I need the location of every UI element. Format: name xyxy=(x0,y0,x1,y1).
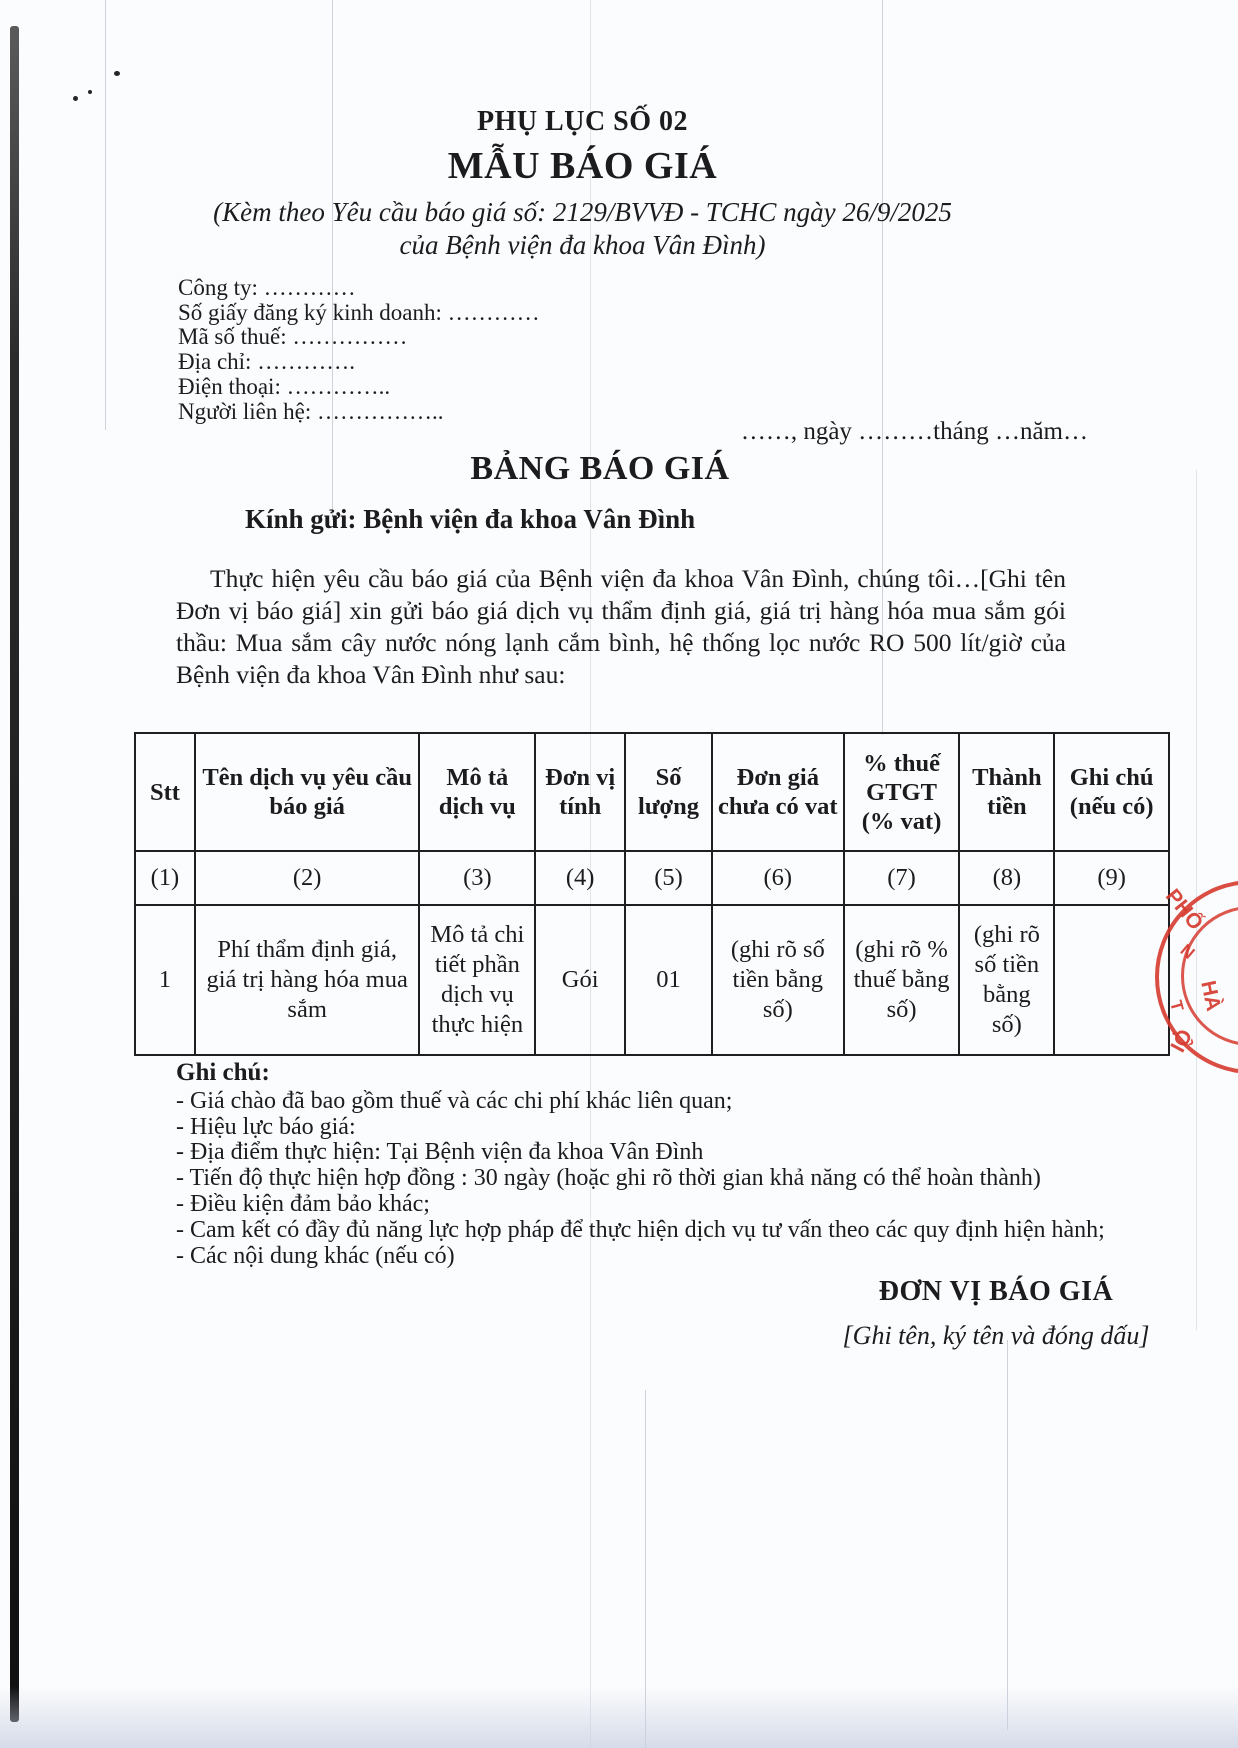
official-stamp xyxy=(1155,880,1238,1074)
form-title: MẪU BÁO GIÁ xyxy=(447,145,718,187)
col-header-note: Ghi chú (nếu có) xyxy=(1054,733,1169,851)
salutation: Kính gửi: Bệnh viện đa khoa Vân Đình xyxy=(245,504,696,534)
stamp-text-fragment: PHỐ xyxy=(1160,884,1208,935)
col-header-unit: Đơn vị tính xyxy=(535,733,625,851)
table-header-row xyxy=(135,733,1169,851)
stamp-text-fragment: T xyxy=(1166,998,1188,1014)
field-tax-code: Mã số thuế: …………… xyxy=(178,324,408,350)
scan-shadow-band xyxy=(0,1686,1238,1748)
colnum-7: (7) xyxy=(844,851,960,905)
cell-service-name: Phí thẩm định giá, giá trị hàng hóa mua sắm xyxy=(195,905,420,1055)
table-row xyxy=(135,905,1169,1055)
ink-speck xyxy=(114,71,120,76)
signature-title: ĐƠN VỊ BÁO GIÁ xyxy=(878,1276,1114,1307)
note-item-price-includes-tax: - Giá chào đã bao gồm thuế và các chi phí khác liên quan; xyxy=(176,1087,733,1114)
quote-table-title: BẢNG BÁO GIÁ xyxy=(470,450,730,487)
cell-service-description: Mô tả chi tiết phần dịch vụ thực hiện xyxy=(419,905,535,1055)
note-item-schedule: - Tiến độ thực hiện hợp đồng : 30 ngày (hoặc ghi rõ thời gian khả năng có thể hoàn thành) xyxy=(176,1165,1041,1192)
stamp-text-fragment: N xyxy=(1176,940,1199,963)
cell-unit: Gói xyxy=(535,905,625,1055)
note-item-quote-validity: - Hiệu lực báo giá: xyxy=(176,1113,356,1140)
col-header-stt: Stt xyxy=(135,733,195,851)
cell-vat: (ghi rõ % thuế bằng số) xyxy=(844,905,960,1055)
date-line: ……, ngày ………tháng …năm… xyxy=(740,418,1088,445)
col-header-service-description: Mô tả dịch vụ xyxy=(419,733,535,851)
colnum-1: (1) xyxy=(135,851,195,905)
form-subtitle-line2: của Bệnh viện đa khoa Vân Đình) xyxy=(399,230,766,260)
quote-table xyxy=(134,732,1170,1056)
colnum-3: (3) xyxy=(419,851,535,905)
field-address: Địa chỉ: …………. xyxy=(178,349,355,375)
col-header-total: Thành tiền xyxy=(959,733,1054,851)
col-header-quantity: Số lượng xyxy=(625,733,712,851)
col-header-vat: % thuế GTGT (% vat) xyxy=(844,733,960,851)
field-company-name: Công ty: ………… xyxy=(178,275,356,300)
signature-block xyxy=(790,1276,1202,1351)
intro-paragraph: Thực hiện yêu cầu báo giá của Bệnh viện đa khoa Vân Đình, chúng tôi…[Ghi tên Đơn vị báo giá] xin gửi báo giá dịch vụ thẩm định giá, giá trị hàng hóa mua sắm gói thầu: Mua sắm cây nước nóng lạnh cắm bình, hệ thống lọc nước RO 500 lít/giờ của Bệnh viện đa khoa Vân Đình như sau: xyxy=(176,563,1066,689)
appendix-title: PHỤ LỤC SỐ 02 xyxy=(476,106,689,137)
notes-section xyxy=(176,1060,1105,1269)
cell-total: (ghi rõ số tiền bằng số) xyxy=(959,905,1054,1055)
ink-speck xyxy=(88,90,92,94)
colnum-4: (4) xyxy=(535,851,625,905)
colnum-5: (5) xyxy=(625,851,712,905)
company-info-block xyxy=(178,276,540,424)
form-subtitle-line1: (Kèm theo Yêu cầu báo giá số: 2129/BVVĐ - TCHC ngày 26/9/2025 xyxy=(213,197,952,227)
scan-fold-line xyxy=(1007,1340,1008,1730)
cell-note xyxy=(1054,905,1169,1055)
note-item-location: - Địa điểm thực hiện: Tại Bệnh viện đa khoa Vân Đình xyxy=(176,1139,704,1166)
field-phone: Điện thoại: ………….. xyxy=(178,373,391,399)
signature-instruction: [Ghi tên, ký tên và đóng dấu] xyxy=(842,1321,1150,1350)
form-subtitle xyxy=(0,196,1165,262)
colnum-2: (2) xyxy=(195,851,420,905)
stamp-text-fragment: ỘI xyxy=(1165,1025,1196,1056)
stamp-text-fragment: HÀ xyxy=(1196,978,1226,1014)
colnum-9: (9) xyxy=(1054,851,1169,905)
scan-binding-edge xyxy=(10,26,19,1722)
ink-speck xyxy=(73,96,78,101)
note-item-other-conditions: - Điều kiện đảm bảo khác; xyxy=(176,1190,430,1217)
cell-unit-price: (ghi rõ số tiền bằng số) xyxy=(712,905,844,1055)
document-header xyxy=(0,106,1165,262)
note-item-legal-capacity: - Cam kết có đầy đủ năng lực hợp pháp để thực hiện dịch vụ tư vấn theo các quy định hiện hành; xyxy=(176,1216,1105,1243)
colnum-6: (6) xyxy=(712,851,844,905)
notes-heading: Ghi chú: xyxy=(176,1059,270,1086)
col-header-service-name: Tên dịch vụ yêu cầu báo giá xyxy=(195,733,420,851)
field-business-registration: Số giấy đăng ký kinh doanh: ………… xyxy=(178,299,540,325)
field-contact-person: Người liên hệ: …………….. xyxy=(178,398,444,424)
cell-stt: 1 xyxy=(135,905,195,1055)
col-header-unit-price: Đơn giá chưa có vat xyxy=(712,733,844,851)
colnum-8: (8) xyxy=(959,851,1054,905)
note-item-other-contents: - Các nội dung khác (nếu có) xyxy=(176,1242,455,1269)
column-number-row xyxy=(135,851,1169,905)
cell-quantity: 01 xyxy=(625,905,712,1055)
